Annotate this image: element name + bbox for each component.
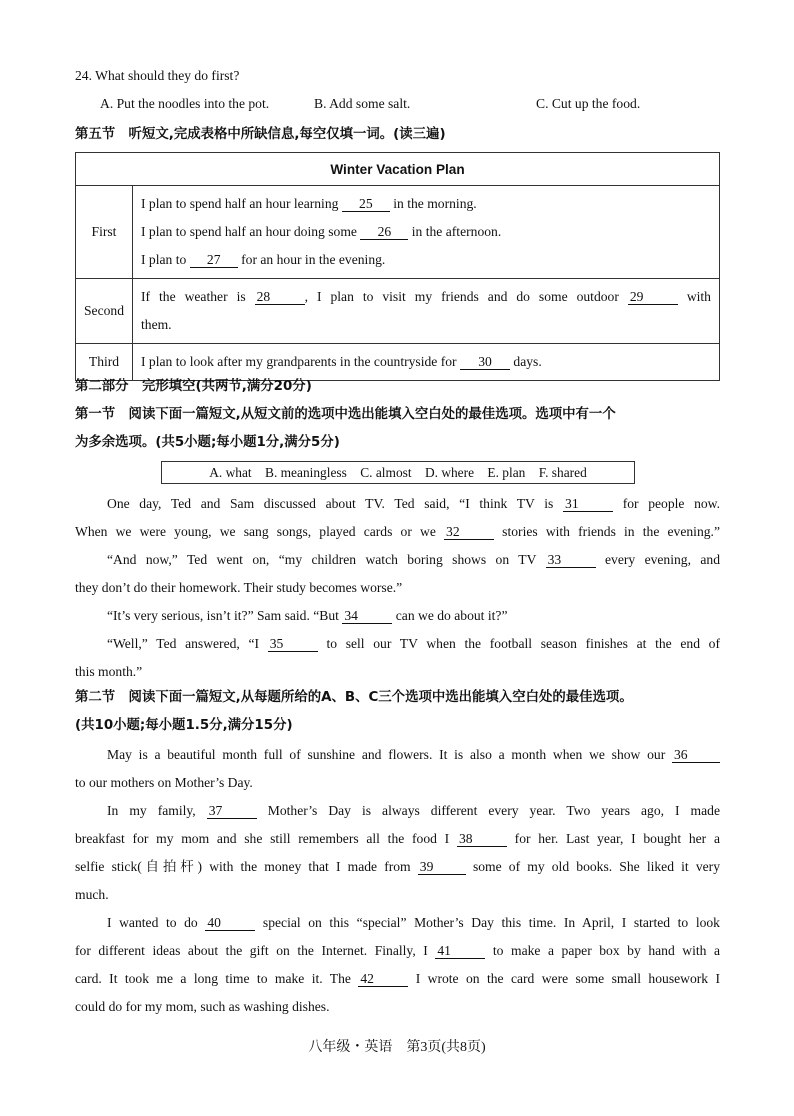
plan-line: If the weather is 28 , I plan to visit my friends and do some outdoor 29 with [141,289,711,304]
row-content-first [133,186,720,279]
blank-27[interactable]: 27 [190,253,238,268]
table-row [76,186,720,279]
blank-36[interactable]: 36 [672,748,720,763]
passage-line: In my family, 37 Mother’s Day is always different every year. Two years ago, I made [107,803,720,818]
table-row [76,279,720,344]
blank-29[interactable]: 29 [628,290,678,305]
section1-heading-line1: 第一节 阅读下面一篇短文,从短文前的选项中选出能填入空白处的最佳选项。选项中有一个 [75,407,616,422]
vacation-plan-table [75,152,720,381]
blank-25[interactable]: 25 [342,197,390,212]
row-label-second: Second [76,279,133,344]
blank-41[interactable]: 41 [435,944,485,959]
passage-line: When we were young, we sang songs, played cards or we 32 stories with friends in the evening.” [75,524,720,539]
blank-28[interactable]: 28 [255,290,305,305]
passage-line: One day, Ted and Sam discussed about TV. Ted said, “I think TV is 31 for people now. [107,496,721,511]
row-content-second [133,279,720,344]
passage-line: I wanted to do 40 special on this “special” Mother’s Day this time. In April, I started to look [107,915,720,930]
plan-line: I plan to spend half an hour doing some 26 in the afternoon. [141,224,502,239]
passage-2 [75,741,720,1021]
plan-line: I plan to spend half an hour learning 25 in the morning. [141,196,477,211]
blank-40[interactable]: 40 [205,916,255,931]
table-title: Winter Vacation Plan [76,153,720,186]
passage-line: “It’s very serious, isn’t it?” Sam said. “But 34 can we do about it?” [107,608,508,623]
passage-line: they don’t do their homework. Their study becomes worse.” [75,580,403,595]
plan-line: I plan to 27 for an hour in the evening. [141,252,386,267]
blank-42[interactable]: 42 [358,972,408,987]
passage-line: “And now,” Ted went on, “my children watch boring shows on TV 33 every evening, and [107,552,721,567]
passage-line: this month.” [75,664,143,679]
section2-heading-line2: (共10小题;每小题1.5分,满分15分) [75,718,293,733]
blank-34[interactable]: 34 [342,609,392,624]
plan-line: I plan to look after my grandparents in the countryside for 30 days. [141,354,542,369]
option-a: A. Put the noodles into the pot. [100,96,270,111]
passage-line: breakfast for my mom and she still remembers all the food I 38 for her. Last year, I bought her a [75,831,720,846]
row-label-third: Third [76,344,133,381]
section2-heading-line1: 第二节 阅读下面一篇短文,从每题所给的A、B、C三个选项中选出能填入空白处的最佳选项。 [75,690,633,705]
blank-30[interactable]: 30 [460,355,510,370]
plan-line: them. [141,317,172,332]
blank-32[interactable]: 32 [444,525,494,540]
passage-line: for different ideas about the gift on the Internet. Finally, I 41 to make a paper box by hand with a [75,943,721,958]
blank-33[interactable]: 33 [546,553,596,568]
passage-line: “Well,” Ted answered, “I 35 to sell our TV when the football season finishes at the end of [107,636,721,651]
blank-35[interactable]: 35 [268,637,318,652]
passage-line: selfie stick(自拍杆) with the money that I made from 39 some of my old books. She liked it very [75,859,720,874]
option-c: C. Cut up the food. [536,96,641,111]
passage-line: card. It took me a long time to make it. The 42 I wrote on the card were some small housework I [75,971,720,986]
row-label-first: First [76,186,133,279]
word-bank: A. what B. meaningless C. almost D. where E. plan F. shared [161,461,635,484]
question-24: 24. What should they do first? [75,68,240,83]
passage-1 [75,490,720,686]
blank-37[interactable]: 37 [207,804,257,819]
passage-line: May is a beautiful month full of sunshine and flowers. It is also a month when we show our 36 [75,741,720,769]
part2-heading: 第二部分 完形填空(共两节,满分20分) [75,379,312,394]
blank-31[interactable]: 31 [563,497,613,512]
blank-26[interactable]: 26 [360,225,408,240]
section1-heading-line2: 为多余选项。(共5小题;每小题1分,满分5分) [75,435,340,450]
section5-heading: 第五节 听短文,完成表格中所缺信息,每空仅填一词。(读三遍) [75,127,446,142]
passage-line: to our mothers on Mother’s Day. [75,775,253,790]
passage-line: much. [75,887,109,902]
blank-39[interactable]: 39 [418,860,466,875]
blank-38[interactable]: 38 [457,832,507,847]
option-b: B. Add some salt. [314,96,411,111]
passage-line: could do for my mom, such as washing dishes. [75,999,330,1014]
page-footer: 八年级・英语 第3页(共8页) [308,1040,486,1055]
